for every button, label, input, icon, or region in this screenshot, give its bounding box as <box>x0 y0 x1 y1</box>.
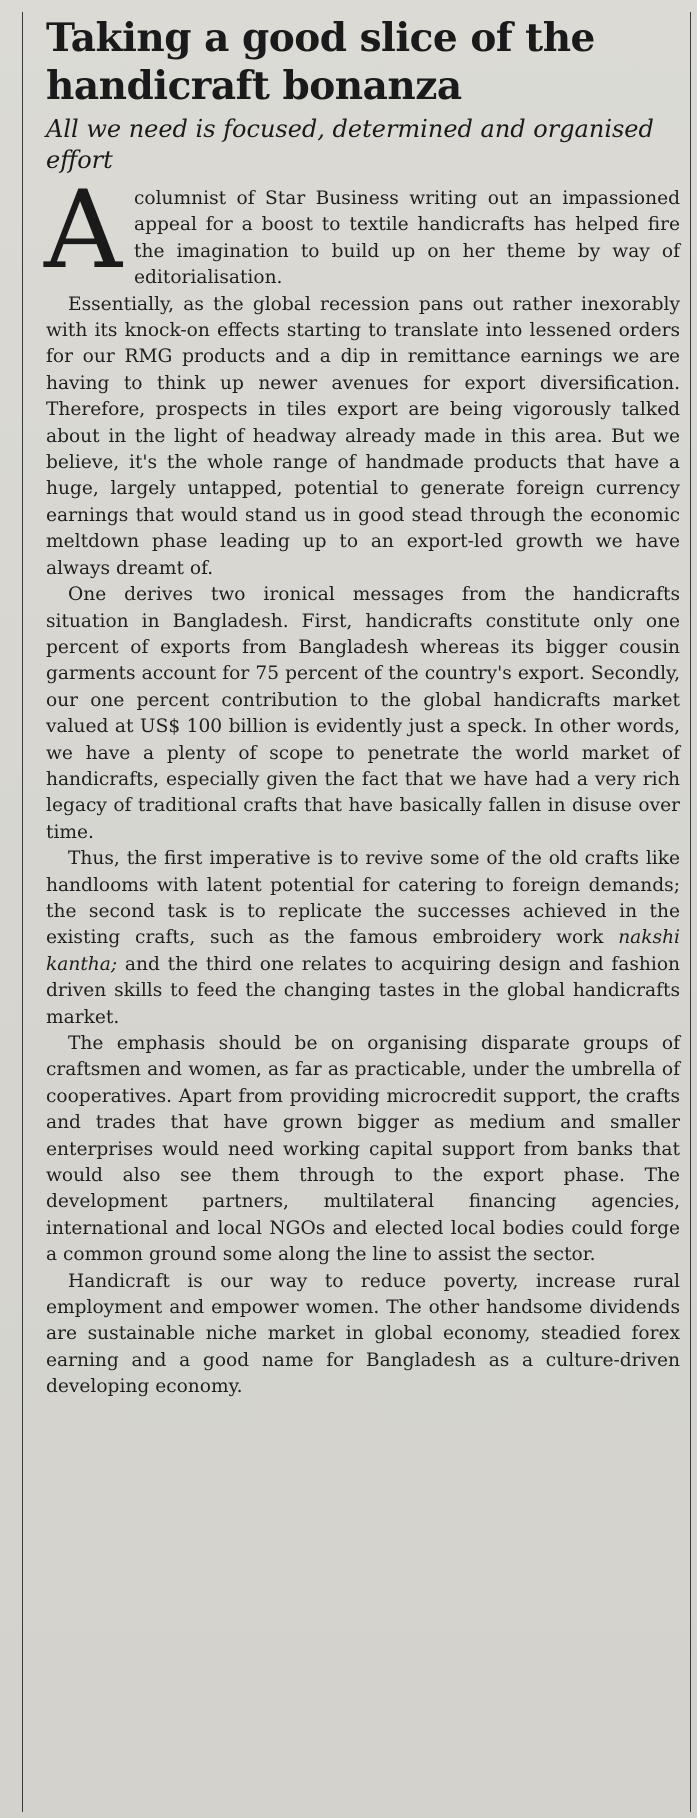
paragraph-1-text: columnist of Star Business writing out an impassioned appeal for a boost to textile handicrafts has helped fire the imagination to build up on her theme by way of editorialisation. <box>134 188 680 289</box>
article-subheadline: All we need is focused, determined and organised effort <box>46 115 654 174</box>
paragraph-4 <box>46 846 680 1031</box>
paragraph-2: Essentially, as the global recession pans out rather inexorably with its knock-on effects starting to translate into lessened orders for our RMG products and a dip in remittance earnings we are having to think up newer avenues for export diversification. Therefore, prospects in tiles export are being vigorously talked about in the light of headway already made in this area. But we believe, it's the whole range of handmade products that have a huge, largely untapped, potential to generate foreign currency earnings that would stand us in good stead through the economic meltdown phase leading up to an export-led growth we have always dreamt of. <box>46 293 680 579</box>
article-headline: Taking a good slice of the handicraft bonanza <box>46 15 595 109</box>
paragraph-4-italic: nakshi kantha; <box>46 927 680 975</box>
editorial-article <box>46 14 680 1401</box>
drop-cap: A <box>44 168 122 293</box>
paragraph-4-text-b: and the third one relates to acquiring design and fashion driven skills to feed the changing tastes in the global handicrafts market. <box>46 953 680 1028</box>
column-rule-right <box>690 12 691 1812</box>
paragraph-3: One derives two ironical messages from the handicrafts situation in Bangladesh. First, handicrafts constitute only one percent of exports from Bangladesh whereas its bigger cousin garments account for 75 percent of the country's export. Secondly, our one percent contribution to the global handicrafts market valued at US$ 100 billion is evidently just a speck. In other words, we have a plenty of scope to penetrate the world market of handicrafts, especially given the fact that we have had a very rich legacy of traditional crafts that have basically fallen in disuse over time. <box>46 584 680 843</box>
paragraph-6: Handicraft is our way to reduce poverty, increase rural employment and empower women. The other handsome dividends are sustainable niche market in global economy, steadied forex earning and a good name for Bangladesh as a culture-driven developing economy. <box>46 1270 680 1398</box>
paragraph-5: The emphasis should be on organising disparate groups of craftsmen and women, as far as practicable, under the umbrella of cooperatives. Apart from providing microcredit support, the crafts and trades that have grown bigger as medium and smaller enterprises would need working capital support from banks that would also see them through to the export phase. The development partners, multilateral financing agencies, international and local NGOs and elected local bodies could forge a common ground some along the line to assist the sector. <box>46 1033 680 1266</box>
article-body <box>44 168 680 1401</box>
paragraph-4-text-a: Thus, the first imperative is to revive some of the old crafts like handlooms with latent potential for catering to foreign demands; the second task is to replicate the successes achieved in the existing crafts, such as the famous embroidery work <box>46 848 680 949</box>
paragraph-1 <box>44 168 680 293</box>
column-rule-left <box>22 12 23 1812</box>
